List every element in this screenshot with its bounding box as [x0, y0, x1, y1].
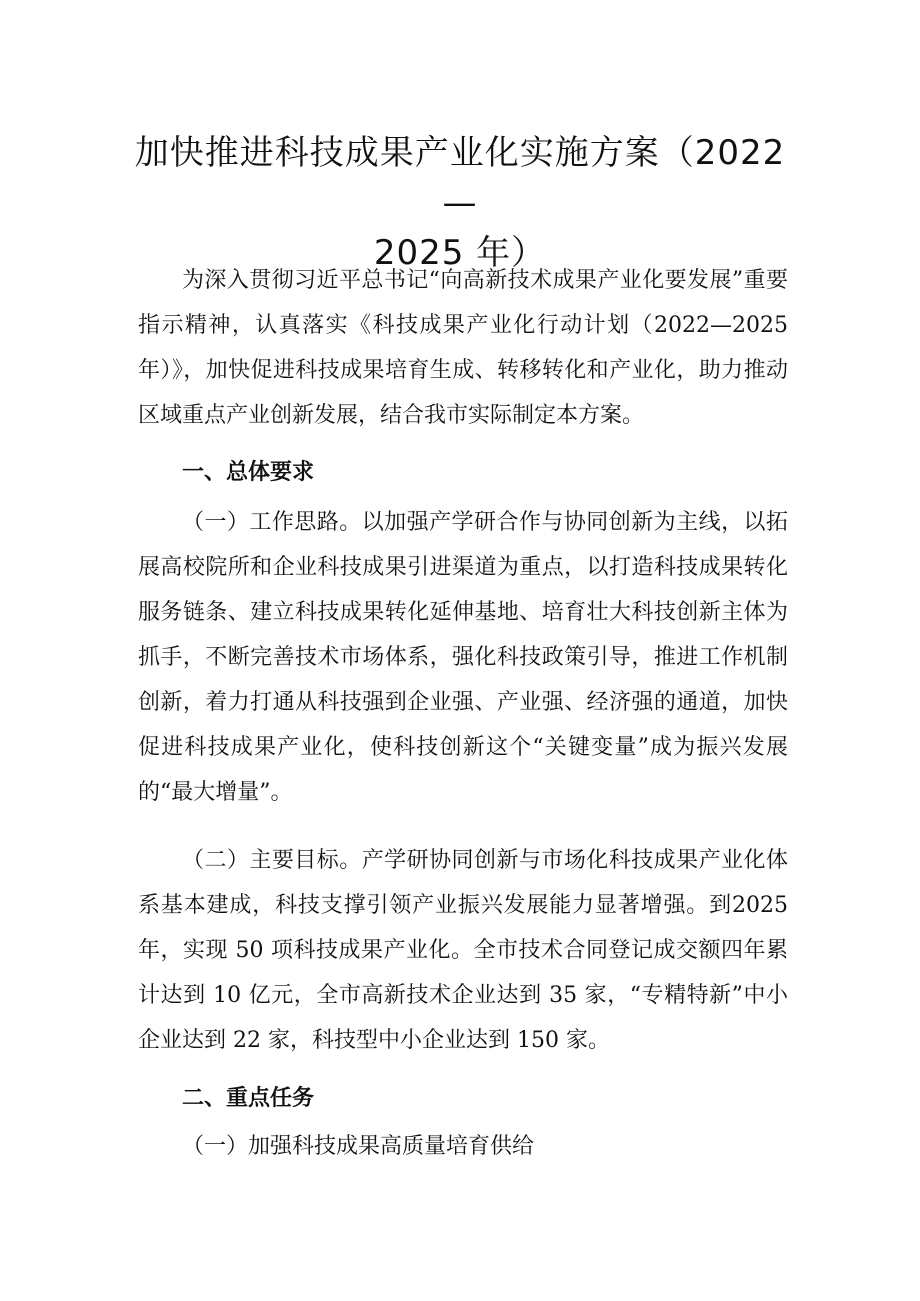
- title-line-2: 2025 年）: [373, 233, 547, 273]
- main-goals-paragraph: （二）主要目标。产学研协同创新与市场化科技成果产业化体系基本建成，科技支撑引领产业振兴发展能力显著增强。到2025 年，实现 50 项科技成果产业化。全市技术合同登记成交额四年累计达到 10 亿元，全市高新技术企业达到 35 家，“专精特新”中小企业达到 22 家，科技型中小企业达到 150 家。: [138, 848, 788, 1053]
- section-heading-key-tasks: 二、重点任务: [182, 1086, 315, 1111]
- title-line-1: 加快推进科技成果产业化实施方案（2022—: [134, 133, 786, 223]
- subsection-heading-cultivation-supply: （一）加强科技成果高质量培育供给: [182, 1134, 535, 1159]
- document-title: [120, 128, 800, 278]
- section-heading-overall-requirements: 一、总体要求: [182, 460, 315, 485]
- intro-paragraph: 为深入贯彻习近平总书记“向高新技术成果产业化要发展”重要指示精神，认真落实《科技成果产业化行动计划（2022—2025年）》，加快促进科技成果培育生成、转移转化和产业化，助力推动区域重点产业创新发展，结合我市实际制定本方案。: [138, 268, 788, 428]
- work-approach-paragraph: （一）工作思路。以加强产学研合作与协同创新为主线，以拓展高校院所和企业科技成果引进渠道为重点，以打造科技成果转化服务链条、建立科技成果转化延伸基地、培育壮大科技创新主体为抓手，不断完善技术市场体系，强化科技政策引导，推进工作机制创新，着力打通从科技强到企业强、产业强、经济强的通道，加快促进科技成果产业化，使科技创新这个“关键变量”成为振兴发展的“最大增量”。: [138, 510, 788, 805]
